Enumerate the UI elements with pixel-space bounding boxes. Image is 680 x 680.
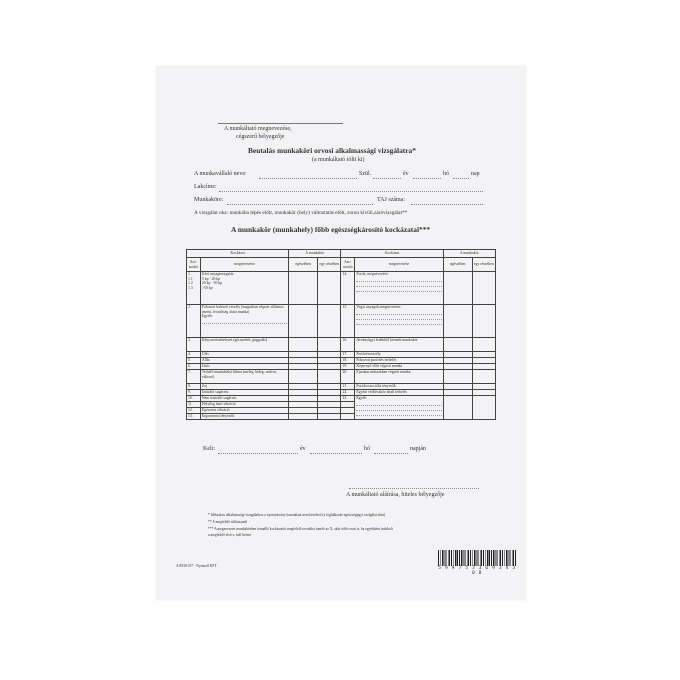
barcode-bars: [438, 550, 516, 566]
checkbox-cell[interactable]: [443, 370, 472, 384]
employer-stamp-label: cégszerű bélyegzője: [236, 134, 285, 140]
table-cell-id: 4.: [187, 352, 201, 358]
table-cell-label: Ionizáló sugárzás: [200, 390, 288, 396]
table-cell-label: Ergonómiai tényezők: [200, 414, 288, 420]
table-cell-label: Fertőzésveszély: [355, 352, 443, 358]
table-cell-id: 7.: [187, 370, 201, 384]
form-title-note: (a munkáltató tölti ki): [312, 157, 365, 163]
address-field[interactable]: [219, 191, 483, 192]
table-cell-id: 6.: [187, 364, 201, 370]
table-cell-label: Járás: [200, 364, 288, 370]
table-cell-label: Kényszertesthelyzet (görnyedés, guggolás): [200, 338, 288, 352]
footnote-3: *** A megnevezett munkakörben fennálló kockázatok megfelelő rovatába írandó az X, akár több rovat is, ha egyébként indokolt: [208, 527, 393, 531]
table-cell-id: 23.: [341, 396, 355, 402]
job-field[interactable]: [227, 204, 373, 205]
table-cell-id: 9.: [187, 390, 201, 396]
risk-table: [186, 249, 496, 420]
footnote-2: ** A megfelelő aláhúzandó: [208, 520, 248, 524]
table-cell-id: 2.: [187, 305, 201, 338]
checkbox-cell[interactable]: [443, 305, 472, 338]
taj-label: TAJ száma:: [377, 197, 406, 203]
table-cell-id: 1. 1.1 1.2 1.3: [187, 272, 201, 305]
table-cell-id: 12.: [187, 408, 201, 414]
table-cell-label: Járványügyi érdekből kiemelt munkakör: [355, 338, 443, 352]
birth-day-field[interactable]: [453, 178, 469, 179]
table-cell-id: 20.: [341, 370, 355, 384]
table-cell-label: Éjszakai műszakban végzett munka: [355, 370, 443, 384]
kelt-place-field[interactable]: [218, 453, 298, 454]
checkbox-cell[interactable]: [318, 305, 341, 338]
col-general-left: egészében: [289, 258, 318, 272]
employer-name-label: A munkáltató megnevezése,: [224, 126, 292, 132]
checkbox-cell[interactable]: [289, 414, 318, 420]
table-cell-id: 16.: [341, 338, 355, 352]
footnote-4: a megfelelő első x, kell beírni: [208, 533, 251, 537]
table-cell-id: 8.: [187, 384, 201, 390]
employee-name-field[interactable]: [259, 178, 357, 179]
table-cell-label: Fokozott pszichés terhelés: [355, 358, 443, 364]
table-cell-label: Porok, megnevezése:: [355, 272, 443, 305]
col-name-left: megnevezése: [200, 258, 288, 272]
checkbox-cell[interactable]: [318, 414, 341, 420]
col-id-right: Azo-nosító: [341, 258, 355, 272]
table-cell-id: 5.: [187, 358, 201, 364]
checkbox-cell[interactable]: [443, 396, 472, 420]
checkbox-cell[interactable]: [318, 272, 341, 305]
birth-year-field[interactable]: [373, 178, 401, 179]
checkbox-cell[interactable]: [443, 338, 472, 352]
checkbox-cell[interactable]: [472, 338, 495, 352]
address-label: Lakcíme:: [194, 184, 217, 190]
table-cell-label: Kézi anyagmozgatás: 5 kp - 20 kp 20 kp - 50 kp >50 kp: [200, 272, 288, 305]
job-label: Munkaköre:: [194, 197, 224, 203]
table-cell-label: Vegyi anyagok,megnevezése:: [355, 305, 443, 338]
table-cell-label: Állás: [200, 358, 288, 364]
risk-header-left: Kockázat: [187, 250, 289, 258]
col-part-left: egy részében: [318, 258, 341, 272]
signature-label: A munkáltató aláírása, hiteles bélyegzője: [346, 492, 445, 498]
day-label: nap: [471, 171, 480, 177]
birth-month-field[interactable]: [413, 178, 441, 179]
month-label: hó: [443, 171, 449, 177]
date-year-label: év: [300, 446, 306, 452]
col-id-left: Azo-nosító: [187, 258, 201, 272]
table-cell-label: Terhelő munkahelyi klíma (meleg, hideg, nedves, változó): [200, 370, 288, 384]
exam-reason: A vizsgálat oka: munkába lépés előtt, munkakör (hely) változtatás előtt, soron kívüli,záróvizsgálat**: [194, 210, 408, 216]
table-cell-id: 21.: [341, 384, 355, 390]
employee-name-label: A munkavállaló neve:: [194, 171, 247, 177]
signature-field[interactable]: [349, 488, 479, 489]
table-cell-label: Egésztest vibráció: [200, 408, 288, 414]
table-cell-id: 15.: [341, 305, 355, 338]
table-cell-id: 11.: [187, 402, 201, 408]
table-cell-id: 13.: [187, 414, 201, 420]
date-day-label: napján: [410, 446, 426, 452]
date-year-field[interactable]: [310, 453, 362, 454]
barcode: [438, 550, 516, 576]
born-label: Szül.: [359, 171, 372, 177]
checkbox-cell[interactable]: [472, 272, 495, 305]
form-title: Beutalás munkaköri orvosi alkalmassági vizsgálatra*: [248, 146, 416, 155]
table-cell-id: [341, 414, 355, 420]
table-cell-id: 17.: [341, 352, 355, 358]
form-code: A.8930-257 - Nyomell KFT: [176, 564, 217, 568]
year-label: év: [403, 171, 409, 177]
checkbox-cell[interactable]: [472, 370, 495, 384]
kelt-label: Kelt:: [203, 446, 215, 452]
table-cell-label: Egyéni védőeszköz általi terhelés: [355, 390, 443, 396]
employer-line: [218, 123, 343, 124]
checkbox-cell[interactable]: [472, 305, 495, 338]
table-cell-label: Helyileg ható vibráció: [200, 402, 288, 408]
col-part-right: egy részében: [472, 258, 495, 272]
table-cell-id: 10.: [187, 396, 201, 402]
checkbox-cell[interactable]: [318, 338, 341, 352]
footnote-1: * Időszakos alkalmassági vizsgálathoz a nyomtatvány használata nem kötelező (a foglalkozás-egészségügyi szolgálat dönt): [208, 513, 386, 517]
table-cell-id: 3.: [187, 338, 201, 352]
checkbox-cell[interactable]: [289, 272, 318, 305]
checkbox-cell[interactable]: [289, 338, 318, 352]
checkbox-cell[interactable]: [289, 305, 318, 338]
table-cell-label: Ülés: [200, 352, 288, 358]
table-cell-id: 22.: [341, 390, 355, 396]
barcode-number: 5 9 9 7 5 3 3 6 9 3 4 3 0 8: [438, 566, 516, 576]
taj-field[interactable]: [411, 204, 483, 205]
table-cell-label: Képernyő előtt végzett munka: [355, 364, 443, 370]
job-header-left: A munkakör: [289, 250, 341, 258]
table-cell-label: Fokozott baleseti veszély (magasban végzett villamos üzemi, feszültség alatti munka) Egyéb:: [200, 305, 288, 338]
checkbox-cell[interactable]: [318, 370, 341, 384]
job-header-right: A munkakör: [443, 250, 495, 258]
risk-header-right: Kockázat: [341, 250, 443, 258]
table-cell-label: Nem ionizáló sugárzás: [200, 396, 288, 402]
risk-heading: A munkakör (munkahely) főbb egészségkárosító kockázatai***: [231, 225, 431, 234]
table-cell-id: 19.: [341, 364, 355, 370]
table-cell-id: 14.: [341, 272, 355, 305]
col-name-right: megnevezése: [355, 258, 443, 272]
form-sheet: [156, 66, 526, 600]
table-cell-label: Pszichoszociális tényezők: [355, 384, 443, 390]
table-cell-id: 18.: [341, 358, 355, 364]
table-cell-label: Zaj: [200, 384, 288, 390]
table-cell-label: Egyéb:: [355, 396, 443, 420]
checkbox-cell[interactable]: [289, 370, 318, 384]
checkbox-cell[interactable]: [472, 396, 495, 420]
col-general-right: egészében: [443, 258, 472, 272]
checkbox-cell[interactable]: [443, 272, 472, 305]
date-month-label: hó: [364, 446, 370, 452]
date-month-field[interactable]: [374, 453, 408, 454]
